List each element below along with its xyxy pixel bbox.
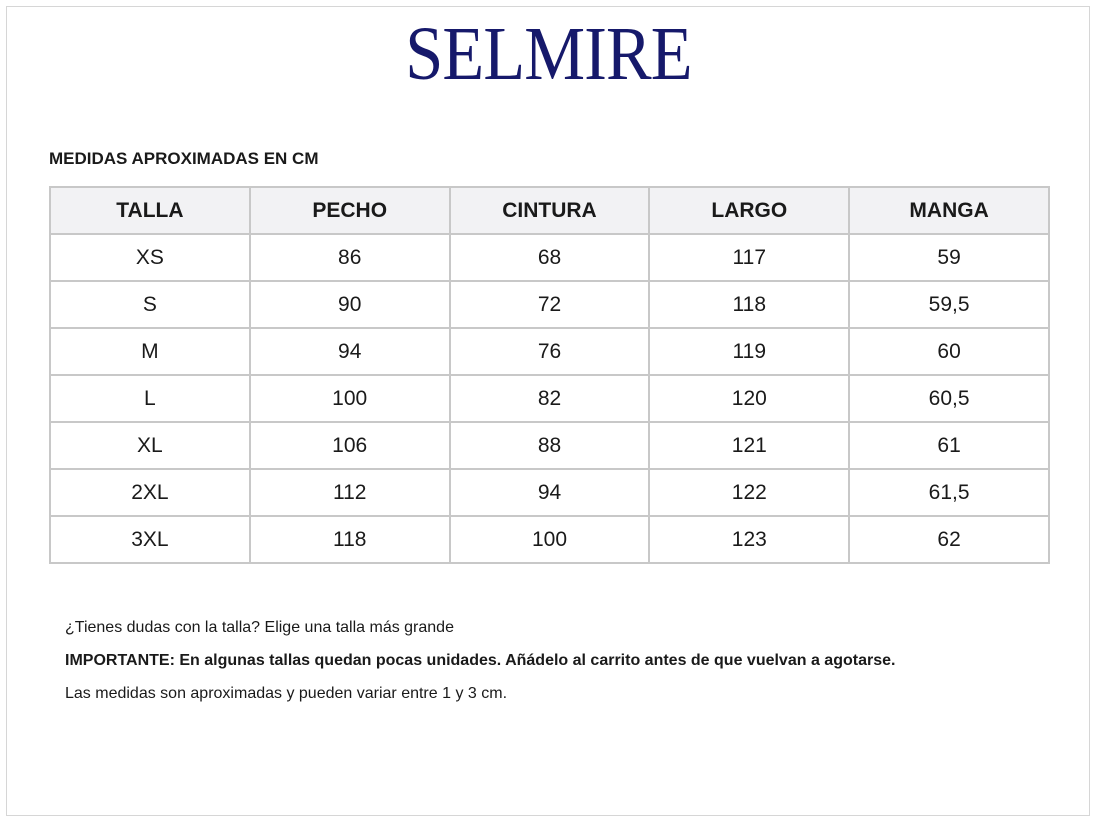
table-row — [50, 234, 1049, 281]
column-header-cintura: CINTURA — [450, 187, 650, 234]
cell-pecho: 112 — [250, 469, 450, 516]
size-doubt-note: ¿Tienes dudas con la talla? Elige una talla más grande — [65, 619, 454, 636]
cell-largo: 119 — [649, 328, 849, 375]
cell-cintura: 68 — [450, 234, 650, 281]
size-table — [49, 186, 1050, 564]
cell-manga: 59,5 — [849, 281, 1049, 328]
cell-cintura: 82 — [450, 375, 650, 422]
cell-talla: M — [50, 328, 250, 375]
cell-talla: S — [50, 281, 250, 328]
cell-pecho: 106 — [250, 422, 450, 469]
cell-largo: 118 — [649, 281, 849, 328]
cell-largo: 123 — [649, 516, 849, 563]
table-header-row — [50, 187, 1049, 234]
table-row — [50, 469, 1049, 516]
column-header-talla: TALLA — [50, 187, 250, 234]
important-note: IMPORTANTE: En algunas tallas quedan pocas unidades. Añádelo al carrito antes de que vuelvan a agotarse. — [65, 652, 896, 669]
cell-talla: 2XL — [50, 469, 250, 516]
table-row — [50, 328, 1049, 375]
cell-talla: XL — [50, 422, 250, 469]
cell-manga: 59 — [849, 234, 1049, 281]
cell-pecho: 86 — [250, 234, 450, 281]
cell-cintura: 72 — [450, 281, 650, 328]
cell-manga: 60,5 — [849, 375, 1049, 422]
cell-cintura: 94 — [450, 469, 650, 516]
cell-pecho: 100 — [250, 375, 450, 422]
column-header-manga: MANGA — [849, 187, 1049, 234]
cell-cintura: 88 — [450, 422, 650, 469]
cell-manga: 62 — [849, 516, 1049, 563]
cell-talla: L — [50, 375, 250, 422]
cell-largo: 122 — [649, 469, 849, 516]
cell-pecho: 94 — [250, 328, 450, 375]
cell-pecho: 118 — [250, 516, 450, 563]
approximate-measures-note: Las medidas son aproximadas y pueden variar entre 1 y 3 cm. — [65, 685, 508, 702]
cell-pecho: 90 — [250, 281, 450, 328]
section-title: MEDIDAS APROXIMADAS EN CM — [49, 149, 319, 168]
notes-section — [65, 618, 1065, 717]
cell-cintura: 76 — [450, 328, 650, 375]
cell-talla: 3XL — [50, 516, 250, 563]
table-row — [50, 281, 1049, 328]
cell-largo: 117 — [649, 234, 849, 281]
table-row — [50, 516, 1049, 563]
table-row — [50, 422, 1049, 469]
cell-largo: 121 — [649, 422, 849, 469]
column-header-pecho: PECHO — [250, 187, 450, 234]
cell-cintura: 100 — [450, 516, 650, 563]
cell-manga: 61 — [849, 422, 1049, 469]
brand-logo: SELMIRE — [405, 12, 692, 96]
cell-largo: 120 — [649, 375, 849, 422]
table-row — [50, 375, 1049, 422]
cell-manga: 61,5 — [849, 469, 1049, 516]
cell-manga: 60 — [849, 328, 1049, 375]
cell-talla: XS — [50, 234, 250, 281]
column-header-largo: LARGO — [649, 187, 849, 234]
